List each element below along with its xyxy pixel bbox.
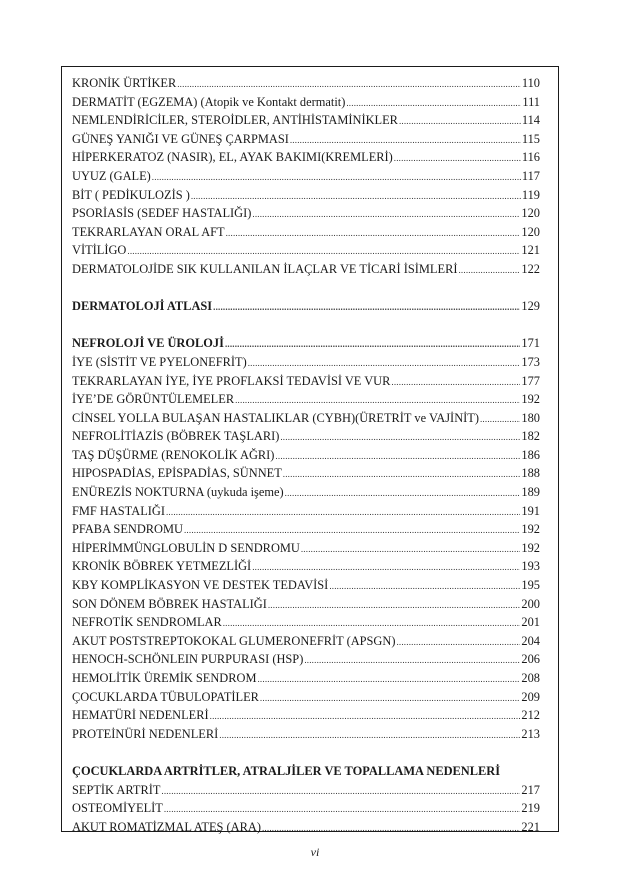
toc-entry (72, 446, 540, 465)
toc-entry (72, 390, 540, 409)
toc-entry-page: 110 (521, 76, 540, 90)
toc-entry-title: SEPTİK ARTRİT (72, 782, 161, 797)
toc-entry (72, 353, 540, 372)
toc-entry-title: SON DÖNEM BÖBREK HASTALIĞI (72, 596, 267, 611)
toc-entry-page: 129 (521, 299, 540, 314)
toc-dot-leader (280, 428, 520, 446)
toc-entry-title: DERMATİT (EGZEMA) (Atopik ve Kontakt dermatit) (72, 94, 346, 109)
toc-dot-leader (257, 670, 520, 688)
toc-dot-leader (329, 577, 520, 595)
toc-entry-page: 192 (521, 540, 540, 555)
toc-entry-title: FMF HASTALIĞI (72, 503, 165, 518)
toc-dot-leader (164, 800, 521, 818)
toc-entry (72, 464, 540, 483)
toc-entry-title: NEFROLİTİAZİS (BÖBREK TAŞLARI) (72, 429, 280, 444)
toc-section-title: ÇOCUKLARDA ARTRİTLER, ATRALJİLER VE TOPALLAMA NEDENLERİ (72, 763, 501, 778)
toc-entry-page: 120 (521, 224, 540, 239)
toc-section-title: NEFROLOJİ VE ÜROLOJİ (72, 336, 224, 351)
toc-dot-leader (480, 410, 520, 428)
toc-entry-title: UYUZ (GALE) (72, 168, 151, 183)
toc-entry-title: HİPERİMMÜNGLOBULİN D SENDROMU (72, 540, 300, 555)
toc-dot-leader (219, 726, 520, 744)
toc-entry (72, 167, 540, 186)
toc-entry-title: NEFROTİK SENDROMLAR (72, 615, 222, 630)
toc-entry-title: ENÜREZİS NOKTURNA (uykuda işeme) (72, 485, 284, 500)
toc-entry (72, 502, 540, 521)
toc-entry-title: ÇOCUKLARDA TÜBULOPATİLER (72, 689, 259, 704)
toc-dot-leader (391, 373, 520, 391)
toc-entry (72, 186, 540, 205)
toc-entry-title: GÜNEŞ YANIĞI VE GÜNEŞ ÇARPMASI (72, 131, 289, 146)
toc-dot-leader (210, 707, 521, 725)
toc-dot-leader (166, 503, 520, 521)
toc-entry (72, 781, 540, 800)
toc-entry (72, 483, 540, 502)
toc-section-atlas (72, 297, 540, 316)
toc-entry-title: PFABA SENDROMU (72, 522, 183, 537)
toc-entry-page: 188 (521, 466, 540, 481)
toc-entry-page: 117 (521, 168, 540, 183)
toc-entry-page: 121 (521, 243, 540, 258)
toc-entry (72, 241, 540, 260)
toc-dot-leader (396, 633, 520, 651)
toc-entry-page: 213 (521, 726, 540, 741)
toc-dot-leader (235, 391, 520, 409)
toc-dot-leader (283, 465, 521, 483)
toc-entry-title: TEKRARLAYAN İYE, İYE PROFLAKSİ TEDAVİSİ VE VUR (72, 373, 391, 388)
page-number: vi (310, 845, 320, 859)
toc-entry-page: 177 (521, 373, 540, 388)
toc-entry-title: HIPOSPADİAS, EPİSPADİAS, SÜNNET (72, 466, 282, 481)
toc-entry-title: TEKRARLAYAN ORAL AFT (72, 224, 225, 239)
toc-entry (72, 111, 540, 130)
toc-dot-leader (252, 205, 520, 223)
toc-entry-title: İYE (SİSTİT VE PYELONEFRİT) (72, 354, 247, 369)
toc-entry-title: CİNSEL YOLLA BULAŞAN HASTALIKLAR (CYBH)(ÜRETRİT ve VAJİNİT) (72, 410, 479, 425)
toc-dot-leader (191, 187, 521, 205)
toc-entry-page: 204 (521, 633, 540, 648)
toc-entry-title: BİT ( PEDİKULOZİS ) (72, 187, 190, 202)
toc-entry (72, 818, 540, 837)
toc-entry-page: 208 (521, 671, 540, 685)
toc-entry-page: 217 (521, 782, 540, 797)
toc-entry (72, 520, 540, 539)
toc-dot-leader (268, 596, 521, 614)
toc-entry (72, 706, 540, 725)
toc-entry (72, 725, 540, 744)
toc-entry-title: DERMATOLOJİDE SIK KULLANILAN İLAÇLAR VE TİCARİ İSİMLERİ (72, 261, 458, 276)
toc-entry-page: 195 (521, 578, 540, 593)
toc-dot-leader (346, 94, 521, 112)
toc-entry-title: İYE’DE GÖRÜNTÜLEMELER (72, 392, 235, 407)
toc-dot-leader (248, 354, 521, 372)
toc-entry-title: AKUT POSTSTREPTOKOKAL GLUMERONEFRİT (APSGN) (72, 633, 396, 648)
toc-entry-page: 120 (521, 206, 540, 221)
toc-entry (72, 650, 540, 669)
toc-entry-page: 173 (521, 354, 540, 369)
toc-entry (72, 93, 540, 112)
toc-dot-leader (399, 112, 521, 130)
toc-dot-leader (223, 614, 521, 632)
toc-entry (72, 148, 540, 167)
toc-dot-leader (177, 75, 521, 93)
toc-entry-page: 201 (521, 615, 540, 630)
toc-entry-page: 182 (521, 429, 540, 444)
toc-entry-page: 221 (521, 819, 540, 834)
toc-dot-leader (225, 335, 520, 353)
toc-entry-page: 119 (521, 187, 540, 202)
toc-entry (72, 204, 540, 223)
toc-entry (72, 595, 540, 614)
toc-entry-title: AKUT ROMATİZMAL ATEŞ (ARA) (72, 819, 261, 834)
toc-dot-leader (290, 131, 521, 149)
toc-entry (72, 576, 540, 595)
toc-entry-title: KRONİK ÜRTİKER (72, 76, 177, 90)
toc-entry (72, 669, 540, 688)
toc-entry (72, 372, 540, 391)
toc-entry (72, 409, 540, 428)
toc-entry-title: KBY KOMPLİKASYON VE DESTEK TEDAVİSİ (72, 578, 329, 593)
toc-entry-page: 186 (521, 447, 540, 462)
toc-entry-page: 209 (521, 689, 540, 704)
toc-entry-title: HEMOLİTİK ÜREMİK SENDROM (72, 671, 257, 685)
toc-entry-page: 171 (521, 336, 540, 351)
toc-entry-page: 191 (521, 503, 540, 518)
toc-entry-page: 115 (521, 131, 540, 146)
toc-group-dermatology (72, 74, 540, 279)
toc-dot-leader (213, 298, 520, 316)
toc-entry-page: 219 (521, 801, 540, 816)
toc-entry-page: 122 (521, 261, 540, 276)
toc-entry-page: 212 (521, 708, 540, 723)
toc-entry-page: 189 (521, 485, 540, 500)
toc-entry-page: 200 (521, 596, 540, 611)
toc-section-title: DERMATOLOJİ ATLASI (72, 299, 213, 314)
toc-entry-page: 193 (521, 559, 540, 574)
toc-entry-title: PROTEİNÜRİ NEDENLERİ (72, 726, 219, 741)
toc-entry-page: 180 (521, 410, 540, 425)
toc-entry-page: 111 (522, 94, 540, 109)
toc-entry (72, 260, 540, 279)
toc-group-nephrology (72, 353, 540, 743)
toc-dot-leader (152, 168, 521, 186)
toc-entry-title: PSORİASİS (SEDEF HASTALIĞI) (72, 206, 252, 221)
toc-entry (72, 539, 540, 558)
toc-dot-leader (275, 447, 520, 465)
toc-section-arthritis (72, 762, 540, 781)
toc-dot-leader (252, 558, 520, 576)
toc-dot-leader (458, 261, 520, 279)
toc-entry-page: 206 (521, 652, 540, 667)
toc-entry (72, 557, 540, 576)
toc-dot-leader (260, 689, 520, 707)
toc-entry (72, 688, 540, 707)
toc-entry-title: HİPERKERATOZ (NASIR), EL, AYAK BAKIMI(KREMLERİ) (72, 150, 393, 165)
toc-group-arthritis (72, 781, 540, 837)
toc-dot-leader (184, 521, 520, 539)
toc-entry-title: NEMLENDİRİCİLER, STEROİDLER, ANTİHİSTAMİNİKLER (72, 113, 398, 128)
toc-dot-leader (262, 819, 520, 837)
toc-entry-page: 192 (521, 392, 540, 407)
toc-dot-leader (304, 651, 520, 669)
toc-dot-leader (127, 242, 520, 260)
toc-dot-leader (394, 149, 521, 167)
toc-entry (72, 74, 540, 93)
toc-entry-page: 192 (521, 522, 540, 537)
toc-entry (72, 130, 540, 149)
toc-entry (72, 799, 540, 818)
table-of-contents (72, 74, 540, 836)
toc-entry-title: HEMATÜRİ NEDENLERİ (72, 708, 209, 723)
toc-dot-leader (301, 540, 521, 558)
toc-section-nephrology (72, 334, 540, 353)
toc-entry (72, 632, 540, 651)
toc-entry-title: VİTİLİGO (72, 243, 127, 258)
toc-dot-leader (226, 224, 521, 242)
toc-dot-leader (285, 484, 521, 502)
toc-entry-title: KRONİK BÖBREK YETMEZLİĞİ (72, 559, 252, 574)
toc-entry-title: OSTEOMİYELİT (72, 801, 163, 816)
toc-entry (72, 613, 540, 632)
toc-entry-page: 114 (521, 113, 540, 128)
toc-entry-page: 116 (521, 150, 540, 165)
toc-dot-leader (161, 782, 520, 800)
toc-entry-title: TAŞ DÜŞÜRME (RENOKOLİK AĞRI) (72, 447, 275, 462)
toc-entry (72, 427, 540, 446)
toc-entry-title: HENOCH-SCHÖNLEIN PURPURASI (HSP) (72, 652, 304, 667)
toc-entry (72, 223, 540, 242)
